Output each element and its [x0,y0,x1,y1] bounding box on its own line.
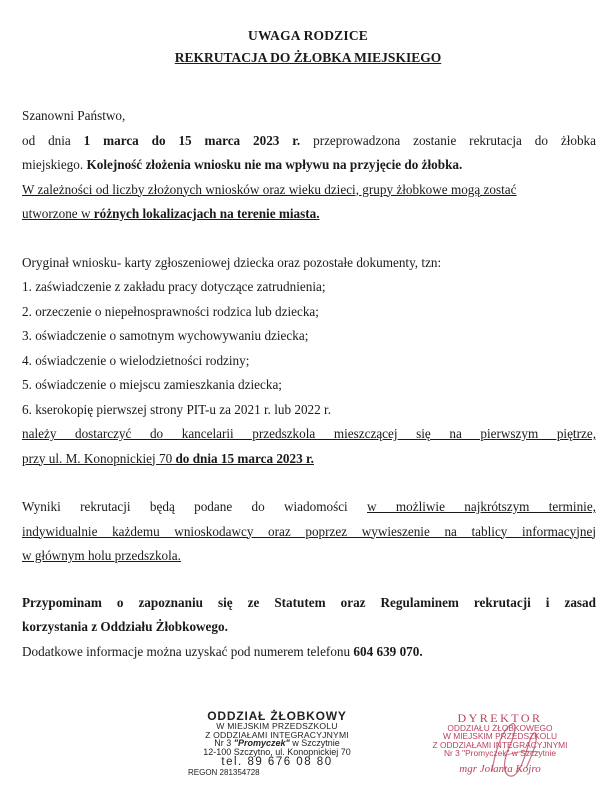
results-line-1 [22,495,596,520]
document-item: 1. zaświadczenie z zakładu pracy dotyczące zatrudnienia; [22,279,326,294]
text-run: Nr 3 [214,738,234,749]
results-line-2: indywidualnie każdemu wnioskodawcy oraz poprzez wywieszenie na tablicy informacyjnej [22,523,596,539]
text-run: przeprowadzona zostanie rekrutacja do żłobka [300,132,596,148]
results-line-3: w głównym holu przedszkola. [22,548,181,563]
phone-number: 604 639 070. [353,643,423,659]
document-item: 2. orzeczenie o niepełnosprawności rodzica lub dziecka; [22,303,319,319]
document-item: 4. oświadczenie o wielodzietności rodziny; [22,352,250,368]
text-run: Dodatkowe informacje można uzyskać pod numerem telefonu [22,643,354,659]
text-run: utworzone w [22,206,94,221]
document-item: 5. oświadczenie o miejscu zamieszkania dziecka; [22,377,282,392]
text-run: w możliwie najkrótszym terminie, [367,499,596,514]
spacer [22,227,596,251]
stamp-line: Z ODDZIAŁAMI INTEGRACYJNYMI [432,739,568,750]
contact-line [22,640,596,665]
text-run: "Promyczek" [233,738,290,749]
deadline: do dnia 15 marca 2023 r. [175,450,314,466]
document-item: 3. oświadczenie o samotnym wychowywaniu dziecka; [22,328,309,343]
stamp-line: REGON 281354728 [188,767,260,777]
intro-line-4 [22,202,596,227]
director-name: mgr Jolanta Kojro [459,762,541,775]
stamp-line: ODDZIAŁ ŻŁOBKOWY [207,709,347,723]
greeting: Szanowni Państwo, [22,108,126,123]
documents-intro: Oryginał wniosku- karty zgłoszeniowej dziecka oraz pozostałe dokumenty, tzn: [22,254,442,270]
stamp-line: DYREKTOR [457,711,543,725]
deliver-line-2 [22,447,596,472]
page-title: UWAGA RODZICE [248,28,368,43]
reminder-line-2: korzystania z Oddziału Żłobkowego. [22,619,228,634]
stamp-line: W MIEJSKIM PRZEDSZKOLU [442,731,557,742]
deliver-line-1: należy dostarczyć do kancelarii przedszkola mieszczącej się na pierwszym piętrze, [22,426,596,441]
institution-stamp [182,710,372,777]
recruitment-dates: 1 marca do 15 marca 2023 r. [83,132,301,148]
stamp-line: ODDZIAŁU ŻŁOBKOWEGO [447,723,553,733]
notice-body [22,104,596,664]
spacer [22,471,596,495]
locations-note: różnych lokalizacjach na terenie miasta. [93,206,320,221]
page-subtitle [0,50,616,66]
intro-line-3: W zależności od liczby złożonych wniosków oraz wieku dzieci, grupy żłobkowe mogą zostać [22,181,517,197]
spacer [22,569,596,591]
stamp-line: W MIEJSKIM PRZEDSZKOLU [216,721,338,731]
intro-line-1 [22,129,596,154]
order-note: Kolejność złożenia wniosku nie ma wpływu na przyjęcie do żłobka. [86,157,463,172]
text-run: od dnia [22,132,84,148]
signature-icon [474,716,554,786]
stamp-line: tel. 89 676 08 80 [221,756,333,769]
subtitle-text: REKRUTACJA DO ŻŁOBKA MIEJSKIEGO [174,50,442,65]
document-item: 6. kserokopię pierwszej strony PIT-u za 2021 r. lub 2022 r. [22,401,332,417]
text-run: miejskiego. [22,157,87,172]
text-run: przy ul. M. Konopnickiej 70 [22,450,176,466]
intro-line-2 [22,153,596,178]
stamp-line: 12-100 Szczytno, ul. Konopnickiej 70 [203,747,351,758]
reminder-line-1: Przypominam o zapoznaniu się ze Statutem oraz Regulaminem rekrutacji i zasad [22,594,596,610]
text-run: Wyniki rekrutacji będą podane do wiadomości [22,499,368,514]
stamp-line: Nr 3 "Promyczek" w Szczytnie [443,748,557,759]
text-run: w Szczytnie [289,738,340,749]
stamp-line: Z ODDZIAŁAMI INTEGRACYJNYMI [205,729,349,740]
